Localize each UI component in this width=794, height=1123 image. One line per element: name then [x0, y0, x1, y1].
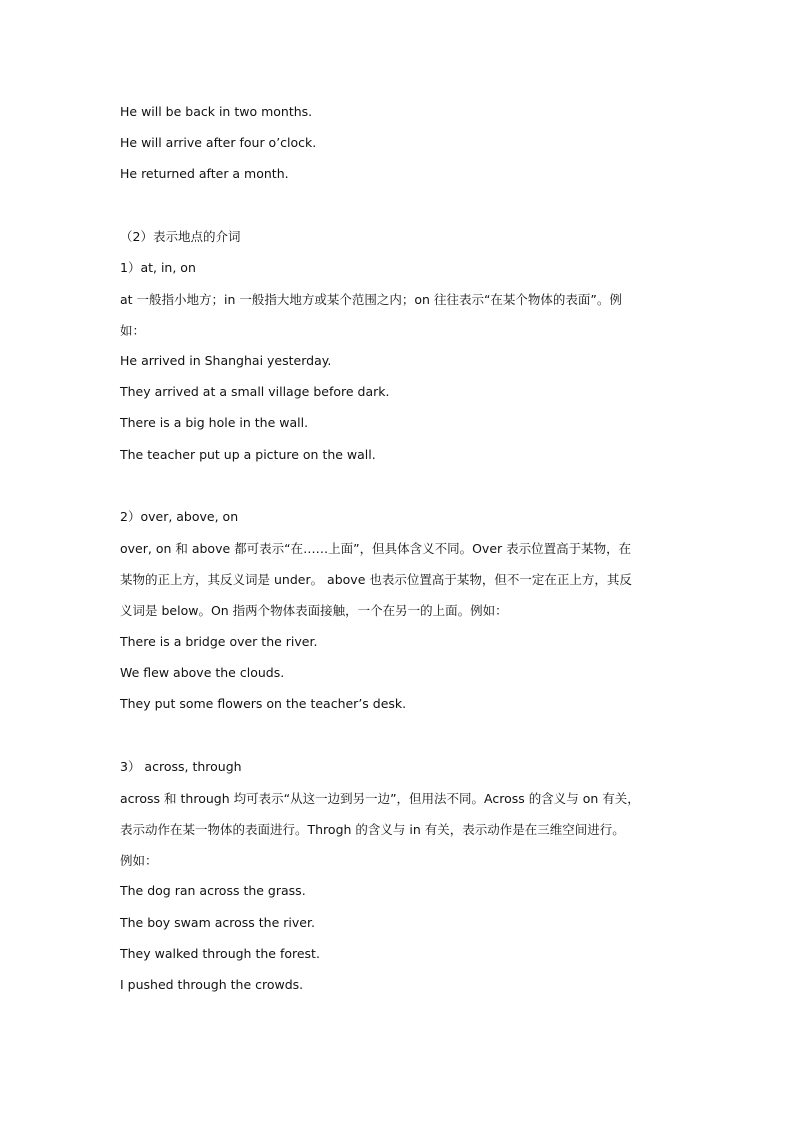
example-line: They put some flowers on the teacher’s desk. [120, 696, 407, 711]
explanation-line: over, on 和 above 都可表示“在……上面”，但具体含义不同。Over 表示位置高于某物，在 [120, 541, 632, 556]
explanation-line: 义词是 below。On 指两个物体表面接触，一个在另一的上面。例如： [120, 603, 508, 618]
explanation-paragraph [120, 783, 680, 876]
example-line: The boy swam across the river. [120, 915, 315, 930]
subsection-title: 1）at, in, on [120, 260, 196, 275]
example-line: There is a big hole in the wall. [120, 415, 309, 430]
example-line: They walked through the forest. [120, 946, 320, 961]
explanation-paragraph [120, 284, 680, 346]
explanation-line: across 和 through 均可表示“从这一边到另一边”，但用法不同。Across 的含义与 on 有关， [120, 791, 640, 806]
explanation-paragraph [120, 533, 680, 626]
example-line: The teacher put up a picture on the wall. [120, 447, 376, 462]
section-heading: （2）表示地点的介词 [120, 229, 241, 244]
example-line: They arrived at a small village before dark. [120, 384, 390, 399]
subsection-title: 3） across, through [120, 759, 242, 774]
example-line: The dog ran across the grass. [120, 883, 306, 898]
example-line: He will be back in two months. [120, 104, 313, 119]
example-line: We flew above the clouds. [120, 665, 285, 680]
example-line: There is a bridge over the river. [120, 634, 318, 649]
subsection-title: 2）over, above, on [120, 509, 239, 524]
example-line: He returned after a month. [120, 166, 289, 181]
explanation-line: at 一般指小地方；in 一般指大地方或某个范围之内；on 往往表示“在某个物体的表面”。例 [120, 292, 622, 307]
explanation-line: 某物的正上方，其反义词是 under。 above 也表示位置高于某物，但不一定在正上方，其反 [120, 572, 632, 587]
explanation-line: 表示动作在某一物体的表面进行。Throgh 的含义与 in 有关，表示动作是在三维空间进行。 [120, 822, 625, 837]
example-line: I pushed through the crowds. [120, 977, 304, 992]
example-line: He will arrive after four o’clock. [120, 135, 317, 150]
example-line: He arrived in Shanghai yesterday. [120, 353, 332, 368]
explanation-line: 例如： [120, 853, 158, 868]
explanation-line: 如： [120, 323, 146, 338]
